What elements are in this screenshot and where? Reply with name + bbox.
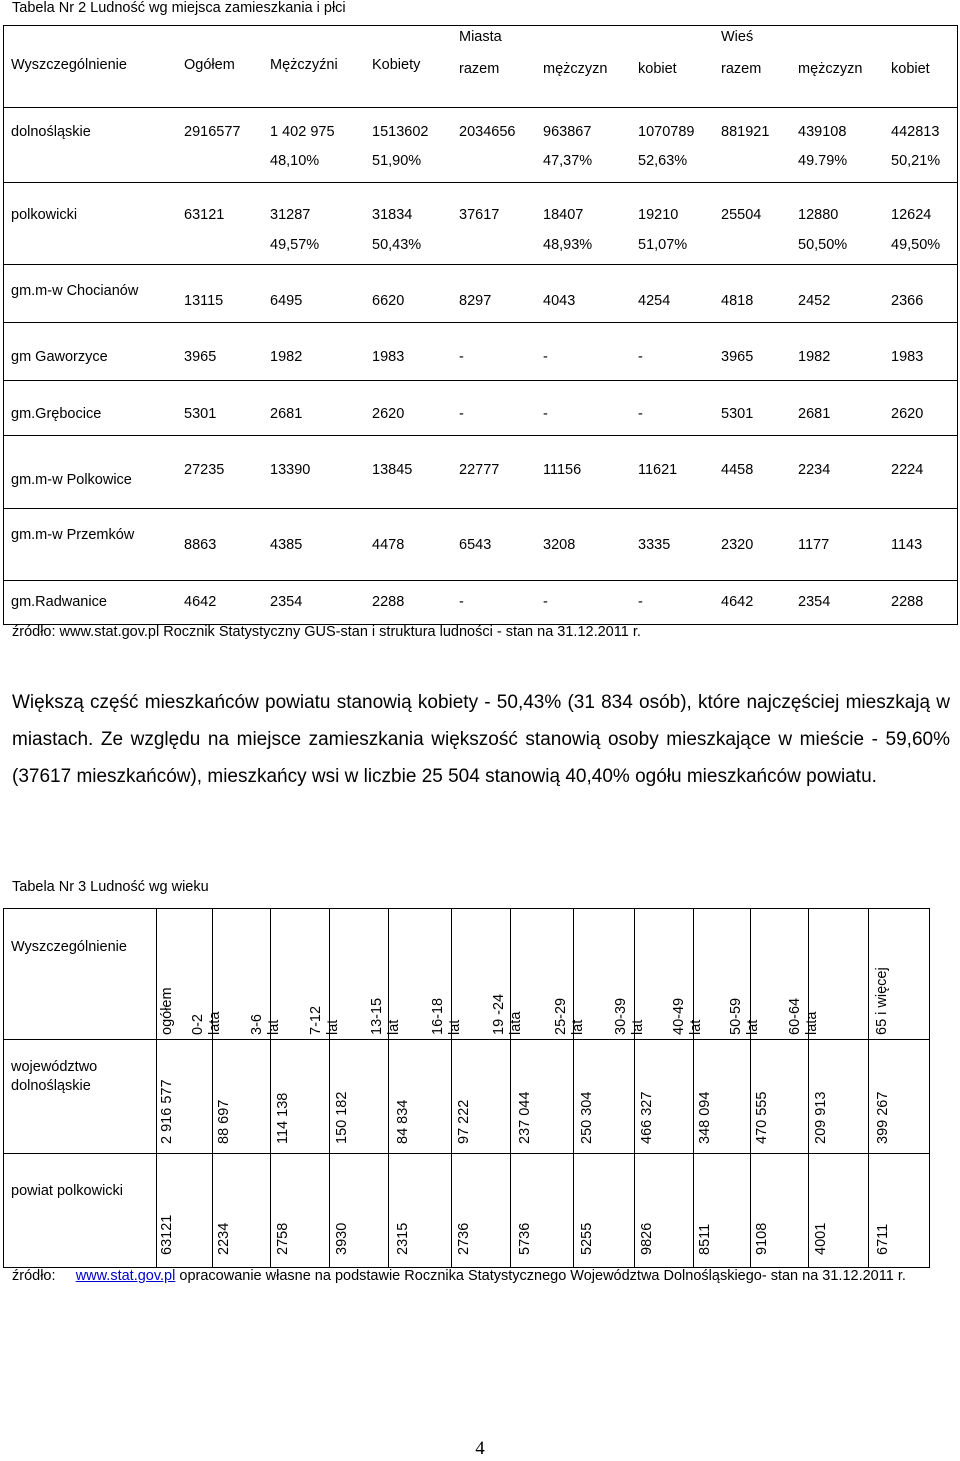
cell: 2452 [798, 293, 831, 309]
table2-source: źródło: www.stat.gov.pl Rocznik Statystyczny GUS-stan i struktura ludności - stan na 31.12.2011 r. [12, 624, 641, 640]
age-column-header [430, 998, 464, 1035]
cell: 1177 [798, 537, 830, 553]
cell: 1982 [798, 349, 831, 365]
header-sub: kobiet [638, 61, 677, 77]
cell: 2034656 [459, 124, 516, 140]
cell: 1513602 [372, 124, 429, 140]
header-wyszczegolnienie: Wyszczególnienie [11, 939, 127, 955]
age-column-header-line: 7-12 [307, 1005, 324, 1035]
cell: 2234 [798, 462, 831, 478]
cell: - [638, 406, 643, 422]
age-value-cell: 250 304 [578, 1091, 595, 1144]
age-column-header-line: lat [745, 1019, 761, 1035]
cell: 881921 [721, 124, 770, 140]
age-column-header [728, 998, 762, 1035]
table-divider [388, 909, 389, 1267]
age-column-header [308, 1006, 342, 1035]
cell: 4642 [184, 594, 217, 610]
summary-paragraph: Większą część mieszkańców powiatu stanowią kobiety - 50,43% (31 834 osób), które najczęściej mieszkają w miastach. Ze względu na miejsce zamieszkania większość stanowią osoby mieszkające w mieście - 59,60% (37617 mieszkańców), mieszkańcy wsi w liczbie 25 504 stanowią 40,40% ogółu mieszkańców powiatu. [12, 692, 950, 787]
cell: 2320 [721, 537, 754, 553]
cell: 8297 [459, 293, 492, 309]
cell: 22777 [459, 462, 500, 478]
age-column-header-line: lata [804, 1011, 820, 1035]
cell: 13845 [372, 462, 413, 478]
pct-cell: 47,37% [543, 153, 593, 169]
age-column-header-line: 60-64 [787, 997, 803, 1035]
age-value-cell: 2736 [455, 1222, 472, 1255]
age-column-header-line: lat [265, 1019, 282, 1035]
pct-cell: 50,50% [798, 237, 848, 253]
age-value-cell: 5255 [578, 1222, 595, 1255]
age-value-cell: 2315 [394, 1222, 411, 1255]
cell: - [543, 406, 548, 422]
age-value-cell: 470 555 [754, 1091, 770, 1144]
table-divider [4, 322, 957, 323]
row-name-line: województwo [11, 1059, 98, 1075]
pct-cell: 50,43% [372, 237, 422, 253]
row-name: gm.Grębocice [11, 406, 102, 422]
age-column-header [553, 998, 587, 1035]
cell: 6620 [372, 293, 405, 309]
table3-title: Tabela Nr 3 Ludność wg wieku [12, 879, 209, 895]
cell: 2681 [798, 406, 831, 422]
age-column-header-line: 65 i więcej [874, 967, 890, 1035]
cell: 2354 [270, 594, 303, 610]
age-value-cell: 8511 [696, 1223, 713, 1255]
age-column-header-line: 0-2 [190, 1014, 206, 1035]
cell: 6543 [459, 537, 492, 553]
header-sub: razem [459, 61, 500, 77]
header-mezczyzni: Mężczyźni [270, 57, 338, 73]
cell: - [459, 594, 464, 610]
cell: 19210 [638, 207, 679, 223]
cell: 2916577 [184, 124, 241, 140]
cell: 12624 [891, 207, 932, 223]
cell: 439108 [798, 124, 847, 140]
header-wyszczegolnienie: Wyszczególnienie [11, 57, 127, 73]
table-divider [4, 182, 957, 183]
cell: - [543, 349, 548, 365]
table-divider [156, 909, 157, 1267]
row-name: gm.Radwanice [11, 594, 107, 610]
pct-cell: 51,07% [638, 237, 688, 253]
row-name: powiat polkowicki [11, 1183, 124, 1199]
cell: 1982 [270, 349, 303, 365]
age-column-header [491, 994, 525, 1035]
cell: 4254 [638, 293, 671, 309]
cell: 2354 [798, 594, 831, 610]
cell: - [459, 349, 464, 365]
age-column-header-line: lat [385, 1019, 402, 1035]
age-value-cell: 97 222 [455, 1099, 472, 1144]
age-value-cell: 2234 [216, 1222, 232, 1255]
cell: 4642 [721, 594, 754, 610]
pct-cell: 49,57% [270, 237, 320, 253]
age-column-header [190, 1012, 224, 1035]
header-sub: mężczyzn [543, 61, 608, 77]
row-name: gm Gaworzyce [11, 349, 108, 365]
age-column-header [249, 1014, 283, 1035]
cell: 6495 [270, 293, 303, 309]
header-ogolem: Ogółem [184, 57, 235, 73]
cell: 31287 [270, 207, 311, 223]
cell: 963867 [543, 124, 592, 140]
age-column-header-line: 16-18 [429, 997, 446, 1035]
pct-cell: 49.79% [798, 153, 848, 169]
cell: 3335 [638, 537, 671, 553]
age-column-header-line: lat [629, 1019, 646, 1035]
age-value-cell: 3930 [333, 1222, 350, 1255]
cell: 13115 [184, 293, 224, 309]
table-divider [868, 909, 869, 1267]
cell: 2681 [270, 406, 303, 422]
cell: 1143 [891, 537, 923, 553]
header-sub: razem [721, 61, 762, 77]
table-divider [212, 909, 213, 1267]
age-value-cell: 114 138 [274, 1092, 291, 1144]
age-column-header-line: 40-49 [670, 997, 687, 1035]
cell: 8863 [184, 537, 217, 553]
cell: 11621 [638, 462, 678, 478]
cell: 1070789 [638, 124, 695, 140]
table-divider [4, 1153, 929, 1154]
row-name: gm.m-w Przemków [11, 527, 135, 543]
row-name: dolnośląskie [11, 124, 91, 140]
population-by-residence-table [3, 25, 958, 625]
source-link[interactable]: www.stat.gov.pl [75, 1268, 176, 1284]
cell: 1983 [891, 349, 924, 365]
cell: 4458 [721, 462, 754, 478]
age-value-cell: 88 697 [216, 1099, 232, 1144]
age-column-header-line: 50-59 [728, 997, 744, 1035]
table-divider [573, 909, 574, 1267]
cell: 25504 [721, 207, 762, 223]
source-prefix: źródło: [12, 1268, 56, 1284]
table-divider [750, 909, 751, 1267]
age-value-cell: 5736 [516, 1222, 533, 1255]
cell: 3208 [543, 537, 576, 553]
cell: 2620 [372, 406, 405, 422]
age-value-cell: 348 094 [696, 1091, 713, 1144]
cell: 27235 [184, 462, 225, 478]
population-by-age-table [3, 908, 930, 1268]
age-column-header-line: lat [324, 1019, 341, 1035]
cell: 442813 [891, 124, 940, 140]
cell: 1 402 975 [270, 124, 335, 140]
age-value-cell: 84 834 [394, 1099, 411, 1144]
cell: - [459, 406, 464, 422]
cell: 5301 [184, 406, 217, 422]
age-column-header-line: ogółem [158, 987, 175, 1035]
cell: 5301 [721, 406, 754, 422]
cell: 4478 [372, 537, 405, 553]
cell: 13390 [270, 462, 311, 478]
cell: 2224 [891, 462, 924, 478]
age-column-header-line: 30-39 [612, 997, 629, 1035]
row-name: polkowicki [11, 207, 78, 223]
pct-cell: 50,21% [891, 153, 941, 169]
row-name [11, 1058, 97, 1096]
cell: 18407 [543, 207, 584, 223]
cell: 12880 [798, 207, 839, 223]
header-wies: Wieś [721, 29, 754, 45]
table-divider [4, 1039, 929, 1040]
age-value-cell: 150 182 [333, 1091, 350, 1144]
age-value-cell: 237 044 [516, 1091, 533, 1144]
table-divider [4, 508, 957, 509]
age-value-cell: 6711 [874, 1223, 891, 1255]
table3-source [12, 1268, 952, 1285]
cell: 2288 [372, 594, 405, 610]
row-name: gm.m-w Chocianów [11, 283, 139, 299]
pct-cell: 48,93% [543, 237, 593, 253]
cell: - [543, 594, 548, 610]
table-divider [4, 264, 957, 265]
age-column-header [159, 987, 176, 1035]
age-value-cell: 466 327 [638, 1091, 655, 1144]
age-column-header-line: lat [446, 1019, 463, 1035]
cell: 4818 [721, 293, 754, 309]
age-column-header-line: 19 -24 [490, 993, 507, 1035]
age-column-header-line: lata [207, 1011, 223, 1035]
age-value-cell: 2758 [274, 1222, 291, 1255]
table-divider [4, 435, 957, 436]
cell: 2288 [891, 594, 924, 610]
cell: 31834 [372, 207, 413, 223]
age-column-header-line: 3-6 [248, 1014, 265, 1035]
cell: 4043 [543, 293, 576, 309]
table-divider [693, 909, 694, 1267]
age-column-header-line: 25-29 [552, 997, 569, 1035]
age-value-cell: 2 916 577 [159, 1079, 175, 1144]
table-divider [510, 909, 511, 1267]
age-column-header-line: lata [507, 1011, 524, 1035]
age-value-cell: 209 913 [813, 1091, 829, 1144]
table-divider [329, 909, 330, 1267]
table-divider [4, 107, 957, 108]
cell: 63121 [184, 207, 225, 223]
table-divider [4, 380, 957, 381]
pct-cell: 52,63% [638, 153, 688, 169]
age-column-header-line: 13-15 [368, 997, 385, 1035]
age-column-header [369, 998, 403, 1035]
cell: 3965 [184, 349, 217, 365]
header-sub: mężczyzn [798, 61, 863, 77]
table-divider [808, 909, 809, 1267]
cell: 2366 [891, 293, 924, 309]
age-column-header [671, 998, 705, 1035]
cell: 1983 [372, 349, 405, 365]
cell: 4385 [270, 537, 303, 553]
age-column-header-line: lat [687, 1019, 704, 1035]
age-value-cell: 4001 [813, 1222, 829, 1255]
age-column-header-line: lat [569, 1019, 586, 1035]
age-value-cell: 63121 [159, 1214, 175, 1255]
pct-cell: 49,50% [891, 237, 941, 253]
age-column-header [787, 998, 821, 1035]
age-value-cell: 399 267 [874, 1091, 891, 1144]
header-miasta: Miasta [459, 29, 502, 45]
header-sub: kobiet [891, 61, 930, 77]
header-kobiety: Kobiety [372, 57, 421, 73]
cell: 2620 [891, 406, 924, 422]
table-divider [451, 909, 452, 1267]
age-column-header [874, 967, 891, 1035]
age-column-header [613, 998, 647, 1035]
age-value-cell: 9108 [754, 1222, 770, 1255]
cell: - [638, 349, 643, 365]
table-divider [270, 909, 271, 1267]
table2-title: Tabela Nr 2 Ludność wg miejsca zamieszkania i płci [12, 0, 346, 16]
row-name: gm.m-w Polkowice [11, 472, 132, 488]
cell: 11156 [543, 462, 582, 478]
source-text: opracowanie własne na podstawie Rocznika Statystycznego Województwa Dolnośląskiego- stan na 31.12.2011 r. [175, 1268, 906, 1284]
cell: - [638, 594, 643, 610]
pct-cell: 51,90% [372, 153, 422, 169]
cell: 3965 [721, 349, 754, 365]
table-divider [4, 580, 957, 581]
page-number: 4 [475, 1438, 485, 1459]
cell: 37617 [459, 207, 500, 223]
pct-cell: 48,10% [270, 153, 320, 169]
table-divider [634, 909, 635, 1267]
age-value-cell: 9826 [638, 1222, 655, 1255]
row-name-line: dolnośląskie [11, 1078, 91, 1094]
